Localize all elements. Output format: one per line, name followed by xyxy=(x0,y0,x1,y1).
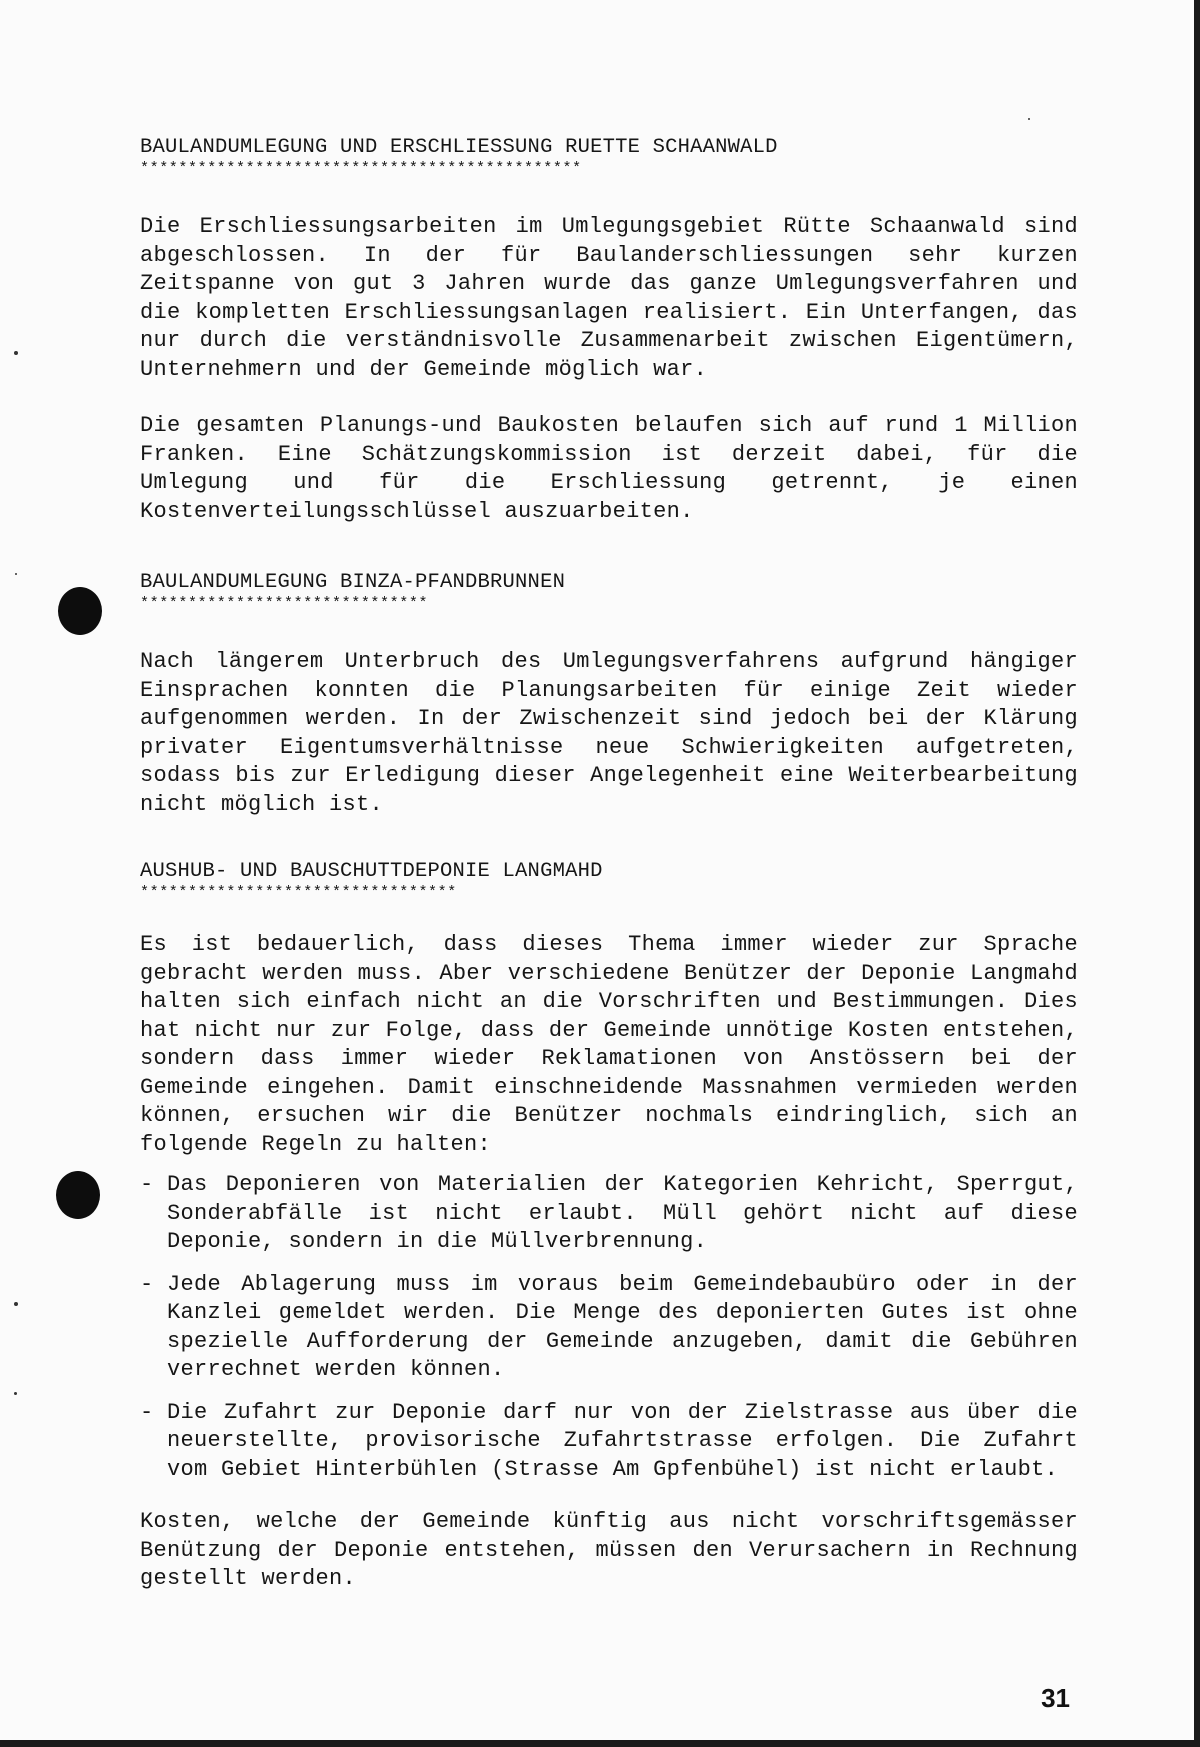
paragraph-langmahd-intro: Es ist bedauerlich, dass dieses Thema immer wieder zur Sprache gebracht werden muss. Aber verschiedene Benützer der Deponie Langmahd halten sich einfach nicht an die Vorschriften und Bestimmungen. Dies hat nicht nur zur Folge, dass der Gemeinde unnötige Kosten entstehen, sondern dass immer wieder Reklamationen von Anstössern bei der Gemeinde eingehen. Damit einschneidende Massnahmen vermieden werden können, ersuchen wir die Benützer nochmals eindringlich, sich an folgende Regeln zu halten: xyxy=(140,932,1078,1157)
margin-speck xyxy=(15,573,17,575)
page-number: 31 xyxy=(1041,1683,1070,1713)
margin-speck xyxy=(14,1302,18,1306)
paragraph-ruette-completion: Die Erschliessungsarbeiten im Umlegungsgebiet Rütte Schaanwald sind abgeschlossen. In der für Baulanderschliessungen sehr kurzen Zeitspanne von gut 3 Jahren wurde das ganze Umlegungsverfahren und die kompletten Erschliessungsanlagen realisiert. Ein Unterfangen, das nur durch die verständnisvolle Zusammenarbeit zwischen Eigentümern, Unternehmern und der Gemeinde möglich war. xyxy=(140,214,1078,382)
section-underline-binza: ****************************** xyxy=(140,596,429,612)
bullet-dash: - xyxy=(140,1399,154,1425)
rule-text: Jede Ablagerung muss im voraus beim Gemeindebaubüro oder in der Kanzlei gemeldet werden. Die Menge des deponierten Gutes ist ohne spezielle Aufforderung der Gemeinde anzugeben, damit die Gebühren verrechnet werden können. xyxy=(167,1271,1078,1382)
paragraph-ruette-costs: Die gesamten Planungs-und Baukosten belaufen sich auf rund 1 Million Franken. Eine Schätzungskommission ist derzeit dabei, für die Umlegung und für die Erschliessung getrennt, je einen Kostenverteilungsschlüssel auszuarbeiten. xyxy=(140,413,1078,524)
document-body xyxy=(140,135,1078,1594)
section-underline-ruette: ********************************************** xyxy=(140,161,582,177)
binder-hole-top xyxy=(58,587,102,635)
bullet-dash: - xyxy=(140,1271,154,1297)
paragraph-binza-status: Nach längerem Unterbruch des Umlegungsverfahrens aufgrund hängiger Einsprachen konnten die Planungsarbeiten für einige Zeit wieder aufgenommen werden. In der Zwischenzeit sind jedoch bei der Klärung privater Eigentumsverhältnisse neue Schwierigkeiten aufgetreten, sodass bis zur Erledigung dieser Angelegenheit eine Weiterbearbeitung nicht möglich ist. xyxy=(140,649,1078,817)
margin-speck xyxy=(1028,118,1030,120)
section-underline-langmahd: ********************************* xyxy=(140,885,457,901)
paragraph-langmahd-closing: Kosten, welche der Gemeinde künftig aus nicht vorschriftsgemässer Benützung der Deponie entstehen, müssen den Verursachern in Rechnung gestellt werden. xyxy=(140,1509,1078,1591)
section-heading-langmahd: AUSHUB- UND BAUSCHUTTDEPONIE LANGMAHD xyxy=(140,860,603,883)
section-heading-ruette: BAULANDUMLEGUNG UND ERSCHLIESSUNG RUETTE SCHAANWALD xyxy=(140,136,778,159)
list-item xyxy=(140,1399,1078,1485)
list-item xyxy=(140,1271,1078,1385)
margin-speck xyxy=(14,1392,17,1395)
list-item xyxy=(140,1171,1078,1257)
rule-text: Die Zufahrt zur Deponie darf nur von der Zielstrasse aus über die neuerstellte, provisorische Zufahrtstrasse erfolgen. Die Zufahrt vom Gebiet Hinterbühlen (Strasse Am Gpfenbühel) ist nicht erlaubt. xyxy=(167,1399,1078,1482)
rule-text: Das Deponieren von Materialien der Kategorien Kehricht, Sperrgut, Sonderabfälle ist nicht erlaubt. Müll gehört nicht auf diese Deponie, sondern in die Müllverbrennung. xyxy=(167,1172,1078,1254)
rules-list xyxy=(140,1171,1078,1484)
binder-hole-bottom xyxy=(56,1171,100,1219)
section-heading-binza: BAULANDUMLEGUNG BINZA-PFANDBRUNNEN xyxy=(140,571,566,594)
margin-speck xyxy=(14,351,18,355)
bullet-dash: - xyxy=(140,1172,154,1197)
